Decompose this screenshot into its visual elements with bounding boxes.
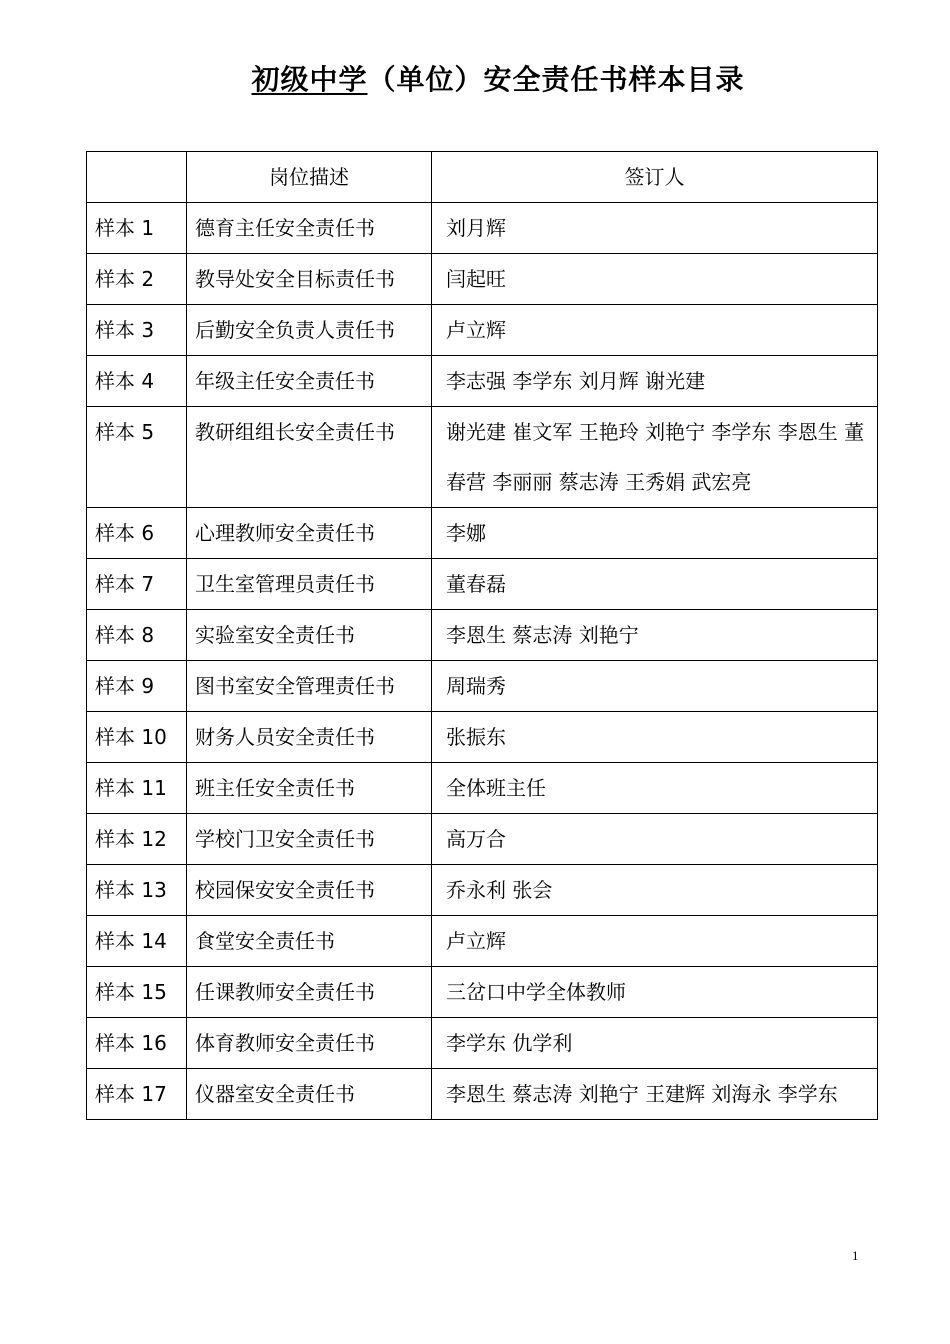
description-cell: 图书室安全管理责任书 bbox=[187, 661, 432, 712]
sample-number-cell: 样本 11 bbox=[87, 763, 187, 814]
table-row bbox=[87, 1018, 878, 1069]
table-row bbox=[87, 814, 878, 865]
sample-number-cell: 样本 15 bbox=[87, 967, 187, 1018]
description-cell: 教研组组长安全责任书 bbox=[187, 407, 432, 508]
signers-cell: 李志强 李学东 刘月辉 谢光建 bbox=[432, 356, 878, 407]
signers-cell: 卢立辉 bbox=[432, 305, 878, 356]
description-cell: 心理教师安全责任书 bbox=[187, 508, 432, 559]
sample-number-cell: 样本 8 bbox=[87, 610, 187, 661]
description-cell: 财务人员安全责任书 bbox=[187, 712, 432, 763]
sample-number-cell: 样本 7 bbox=[87, 559, 187, 610]
signers-cell: 闫起旺 bbox=[432, 254, 878, 305]
description-cell: 德育主任安全责任书 bbox=[187, 203, 432, 254]
signers-cell: 李恩生 蔡志涛 刘艳宁 王建辉 刘海永 李学东 bbox=[432, 1069, 878, 1120]
page-number: 1 bbox=[852, 1248, 859, 1263]
signers-cell: 谢光建 崔文军 王艳玲 刘艳宁 李学东 李恩生 董春营 李丽丽 蔡志涛 王秀娟 武宏亮 bbox=[432, 407, 878, 508]
description-cell: 年级主任安全责任书 bbox=[187, 356, 432, 407]
description-cell: 后勤安全负责人责任书 bbox=[187, 305, 432, 356]
sample-number-cell: 样本 17 bbox=[87, 1069, 187, 1120]
table-row bbox=[87, 254, 878, 305]
signers-cell: 刘月辉 bbox=[432, 203, 878, 254]
document-title bbox=[0, 58, 950, 98]
signers-cell: 李娜 bbox=[432, 508, 878, 559]
header-cell-description: 岗位描述 bbox=[187, 152, 432, 203]
signers-cell: 李恩生 蔡志涛 刘艳宁 bbox=[432, 610, 878, 661]
signers-cell: 周瑞秀 bbox=[432, 661, 878, 712]
sample-number-cell: 样本 5 bbox=[87, 407, 187, 508]
table-header-row bbox=[87, 152, 878, 203]
description-cell: 仪器室安全责任书 bbox=[187, 1069, 432, 1120]
table-row bbox=[87, 763, 878, 814]
table-row bbox=[87, 1069, 878, 1120]
description-cell: 教导处安全目标责任书 bbox=[187, 254, 432, 305]
table-row bbox=[87, 661, 878, 712]
table-row bbox=[87, 712, 878, 763]
sample-number-cell: 样本 2 bbox=[87, 254, 187, 305]
sample-number-cell: 样本 16 bbox=[87, 1018, 187, 1069]
table-row bbox=[87, 967, 878, 1018]
signers-cell: 李学东 仇学利 bbox=[432, 1018, 878, 1069]
table-row bbox=[87, 305, 878, 356]
description-cell: 学校门卫安全责任书 bbox=[187, 814, 432, 865]
title-underlined: 初级中学 bbox=[251, 63, 368, 96]
signers-cell: 高万合 bbox=[432, 814, 878, 865]
signers-cell: 董春磊 bbox=[432, 559, 878, 610]
table-row bbox=[87, 559, 878, 610]
sample-number-cell: 样本 13 bbox=[87, 865, 187, 916]
header-cell-blank bbox=[87, 152, 187, 203]
sample-directory-table bbox=[86, 151, 878, 1120]
sample-number-cell: 样本 4 bbox=[87, 356, 187, 407]
sample-number-cell: 样本 9 bbox=[87, 661, 187, 712]
table-row bbox=[87, 407, 878, 508]
description-cell: 卫生室管理员责任书 bbox=[187, 559, 432, 610]
description-cell: 实验室安全责任书 bbox=[187, 610, 432, 661]
title-rest: （单位）安全责任书样本目录 bbox=[367, 63, 745, 96]
description-cell: 食堂安全责任书 bbox=[187, 916, 432, 967]
table-row bbox=[87, 865, 878, 916]
signers-cell: 乔永利 张会 bbox=[432, 865, 878, 916]
signers-cell: 卢立辉 bbox=[432, 916, 878, 967]
table-row bbox=[87, 508, 878, 559]
table-row bbox=[87, 610, 878, 661]
table-row bbox=[87, 356, 878, 407]
sample-number-cell: 样本 1 bbox=[87, 203, 187, 254]
sample-number-cell: 样本 12 bbox=[87, 814, 187, 865]
signers-cell: 全体班主任 bbox=[432, 763, 878, 814]
signers-cell: 三岔口中学全体教师 bbox=[432, 967, 878, 1018]
table-row bbox=[87, 916, 878, 967]
description-cell: 班主任安全责任书 bbox=[187, 763, 432, 814]
description-cell: 任课教师安全责任书 bbox=[187, 967, 432, 1018]
sample-number-cell: 样本 3 bbox=[87, 305, 187, 356]
table-row bbox=[87, 203, 878, 254]
signers-cell: 张振东 bbox=[432, 712, 878, 763]
sample-number-cell: 样本 6 bbox=[87, 508, 187, 559]
description-cell: 校园保安安全责任书 bbox=[187, 865, 432, 916]
sample-number-cell: 样本 14 bbox=[87, 916, 187, 967]
header-cell-signers: 签订人 bbox=[432, 152, 878, 203]
sample-number-cell: 样本 10 bbox=[87, 712, 187, 763]
description-cell: 体育教师安全责任书 bbox=[187, 1018, 432, 1069]
